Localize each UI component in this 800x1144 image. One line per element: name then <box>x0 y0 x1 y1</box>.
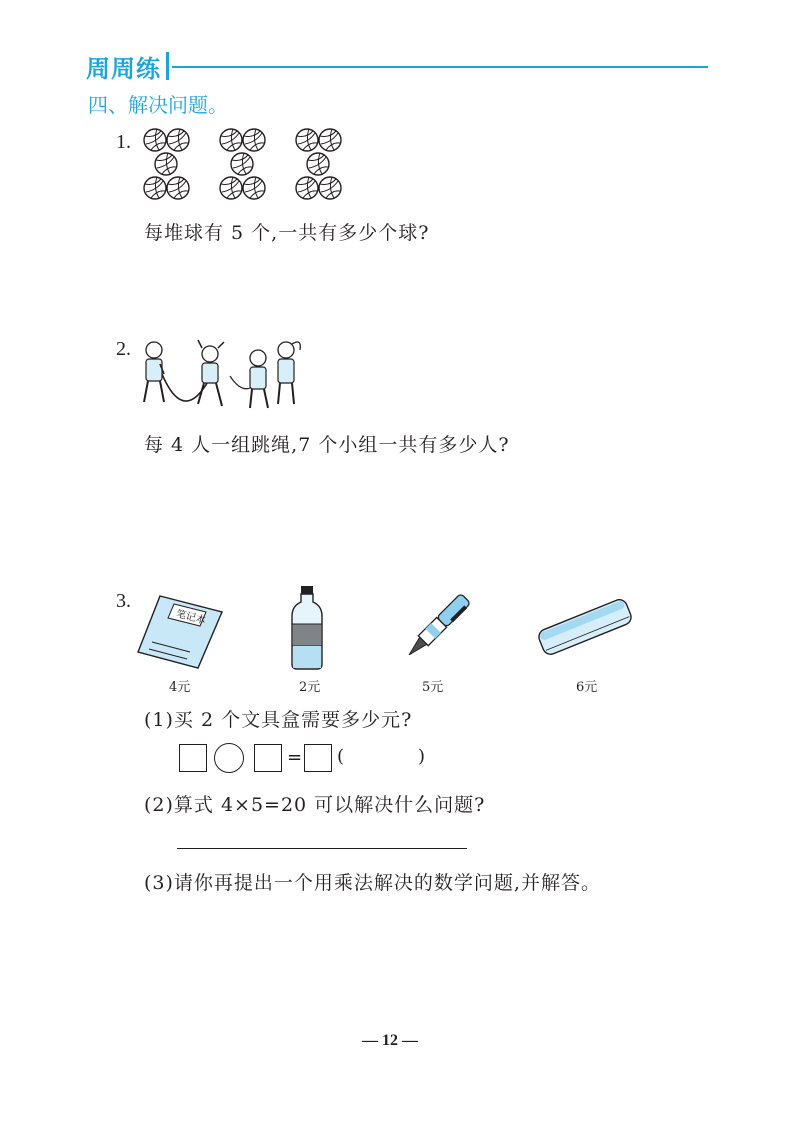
pencil-box-price: 6元 <box>576 680 598 695</box>
header-divider-bar <box>166 52 169 80</box>
answer-box-result[interactable] <box>304 744 332 772</box>
question-3-part-1-text: (1)买 2 个文具盒需要多少元? <box>144 709 413 731</box>
answer-box-factor-1[interactable] <box>179 744 207 772</box>
question-3-part-2-text: (2)算式 4×5=20 可以解决什么问题? <box>144 794 486 816</box>
water-bottle-image <box>286 584 328 672</box>
unit-paren-open: ( <box>337 746 345 767</box>
answer-box-factor-2[interactable] <box>254 744 282 772</box>
fountain-pen-image <box>396 588 476 668</box>
volleyball-pile-2 <box>220 129 265 199</box>
operator-circle[interactable] <box>214 743 244 773</box>
notebook-label: 笔记本 <box>174 608 207 627</box>
water-bottle-price: 2元 <box>299 680 321 695</box>
volleyball-pile-1 <box>144 129 189 199</box>
question-2-text: 每 4 人一组跳绳,7 个小组一共有多少人? <box>144 434 510 456</box>
question-3-part-3-text: (3)请你再提出一个用乘法解决的数学问题,并解答。 <box>144 872 601 894</box>
notebook-image <box>134 590 228 672</box>
page-number: — 12 — <box>362 1032 418 1049</box>
volleyball-pile-3 <box>296 129 341 199</box>
pencil-box-image <box>534 592 636 662</box>
question-1-text: 每堆球有 5 个,一共有多少个球? <box>144 222 430 244</box>
jump-rope-children-image <box>134 334 310 416</box>
answer-line[interactable] <box>177 848 467 849</box>
unit-paren-close: ) <box>418 746 426 767</box>
volleyball-piles-image <box>134 126 354 208</box>
unit-answer-field[interactable] <box>346 746 416 770</box>
notebook-price: 4元 <box>169 680 191 695</box>
section-title: 四、解决问题。 <box>88 93 228 117</box>
equals-sign: = <box>287 747 303 768</box>
question-2-number: 2. <box>116 338 131 360</box>
question-1-number: 1. <box>116 131 131 153</box>
page-header-title: 周周练 <box>86 55 161 83</box>
question-3-number: 3. <box>116 590 131 612</box>
pen-price: 5元 <box>422 680 444 695</box>
header-rule-line <box>172 66 708 68</box>
